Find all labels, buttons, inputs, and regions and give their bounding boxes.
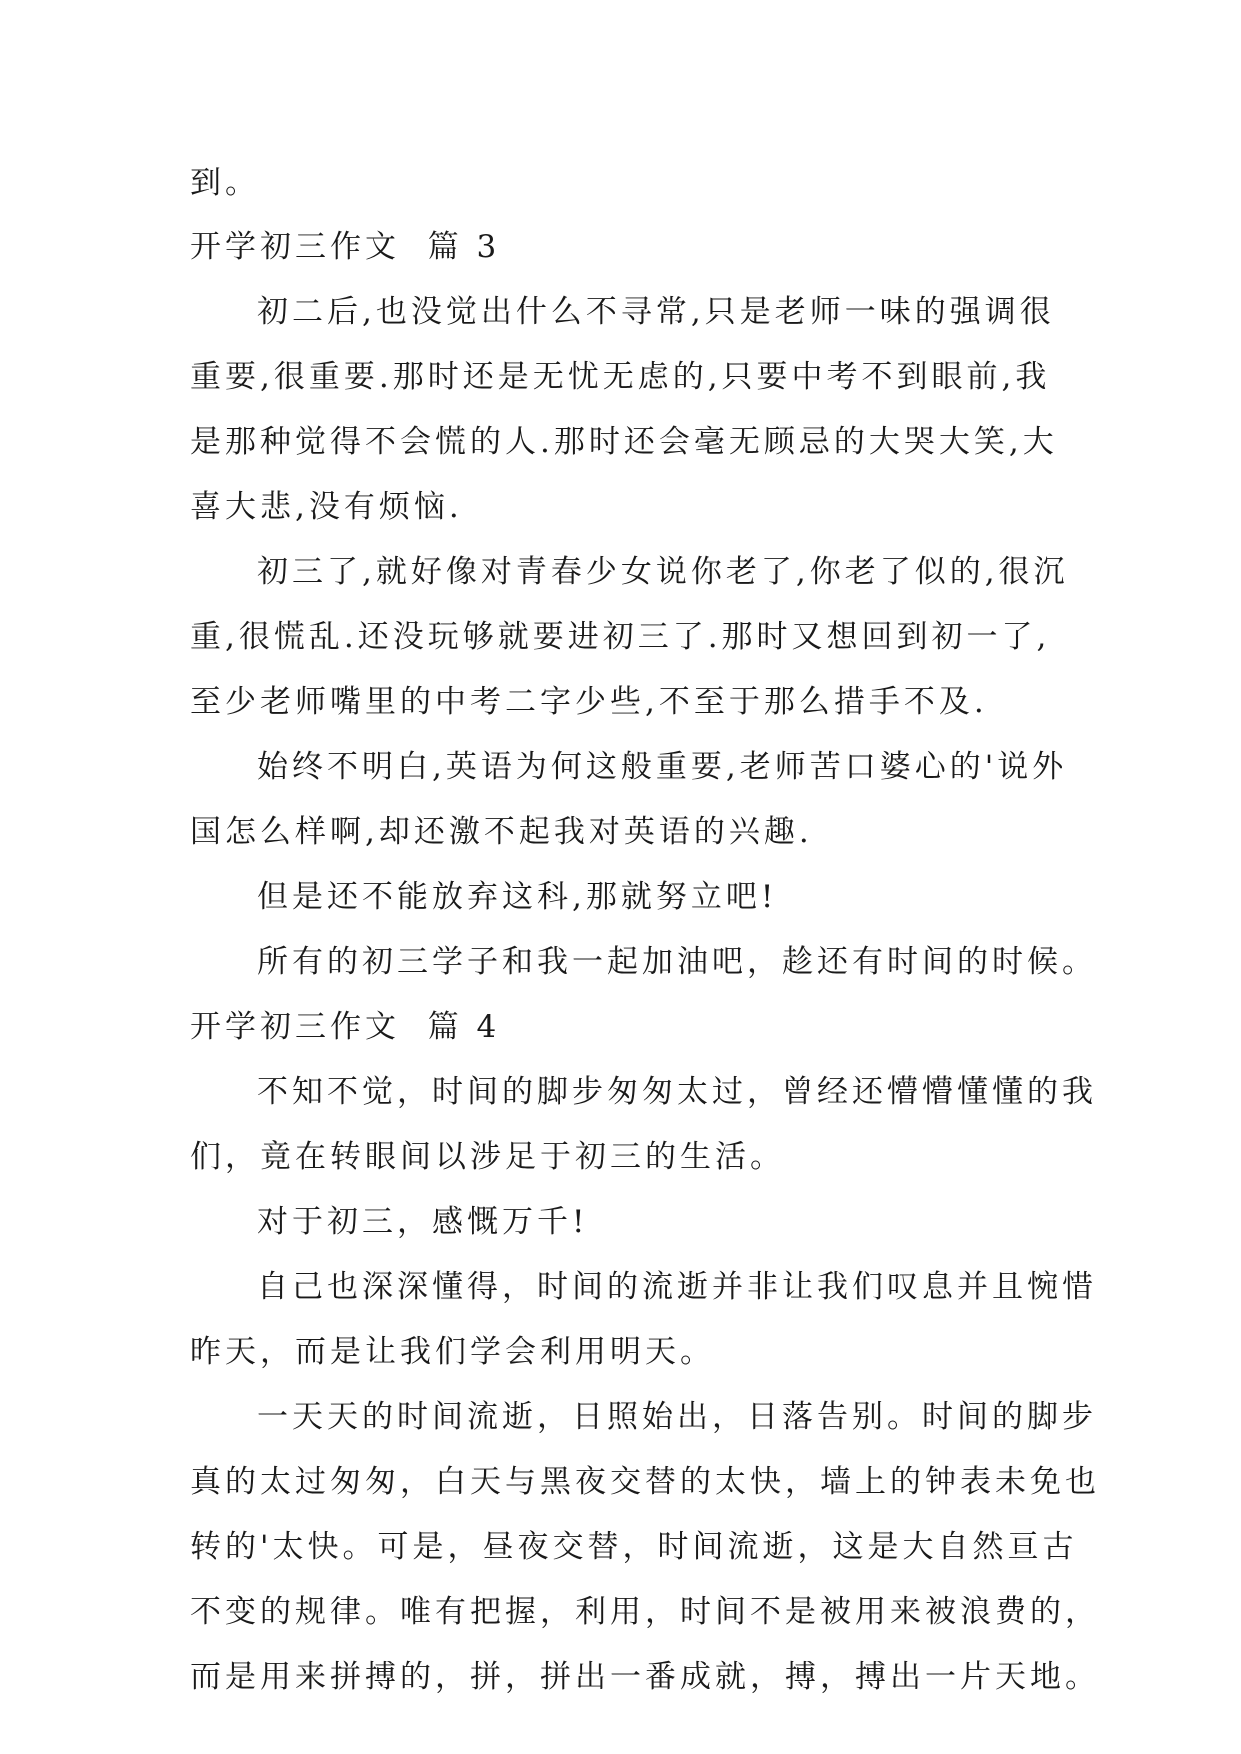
- paragraph-line: 自己也深深懂得，时间的流逝并非让我们叹息并且惋惜: [257, 1269, 1097, 1305]
- paragraph-line: 至少老师嘴里的中考二字少些,不至于那么措手不及.: [190, 684, 988, 720]
- section-heading-3: 开学初三作文 篇 3: [190, 229, 501, 265]
- paragraph-line: 昨天，而是让我们学会利用明天。: [190, 1334, 715, 1370]
- paragraph-line: 重要,很重要.那时还是无忧无虑的,只要中考不到眼前,我: [190, 359, 1051, 395]
- paragraph-line: 真的太过匆匆，白天与黑夜交替的太快，墙上的钟表未免也: [190, 1464, 1100, 1500]
- paragraph-line: 对于初三，感慨万千!: [257, 1204, 589, 1240]
- paragraph-line: 始终不明白,英语为何这般重要,老师苦口婆心的'说外: [257, 749, 1068, 785]
- text-line: 到。: [190, 165, 260, 201]
- paragraph-line: 不变的规律。唯有把握，利用，时间不是被用来被浪费的，: [190, 1594, 1100, 1630]
- paragraph-line: 们，竟在转眼间以涉足于初三的生活。: [190, 1139, 785, 1175]
- paragraph-line: 喜大悲,没有烦恼.: [190, 489, 463, 525]
- paragraph-line: 转的'太快。可是，昼夜交替，时间流逝，这是大自然亘古: [190, 1529, 1078, 1565]
- paragraph-line: 是那种觉得不会慌的人.那时还会毫无顾忌的大哭大笑,大: [190, 424, 1058, 460]
- paragraph-line: 而是用来拼搏的，拼，拼出一番成就，搏，搏出一片天地。: [190, 1659, 1100, 1695]
- paragraph-line: 所有的初三学子和我一起加油吧，趁还有时间的时候。: [257, 944, 1097, 980]
- paragraph-line: 不知不觉，时间的脚步匆匆太过，曾经还懵懵懂懂的我: [257, 1074, 1097, 1110]
- section-heading-4: 开学初三作文 篇 4: [190, 1009, 501, 1045]
- paragraph-line: 重,很慌乱.还没玩够就要进初三了.那时又想回到初一了,: [190, 619, 1051, 655]
- paragraph-line: 初二后,也没觉出什么不寻常,只是老师一味的强调很: [257, 294, 1055, 330]
- paragraph-line: 一天天的时间流逝，日照始出，日落告别。时间的脚步: [257, 1399, 1097, 1435]
- paragraph-line: 但是还不能放弃这科,那就努立吧!: [257, 879, 778, 915]
- paragraph-line: 初三了,就好像对青春少女说你老了,你老了似的,很沉: [257, 554, 1069, 590]
- paragraph-line: 国怎么样啊,却还激不起我对英语的兴趣.: [190, 814, 813, 850]
